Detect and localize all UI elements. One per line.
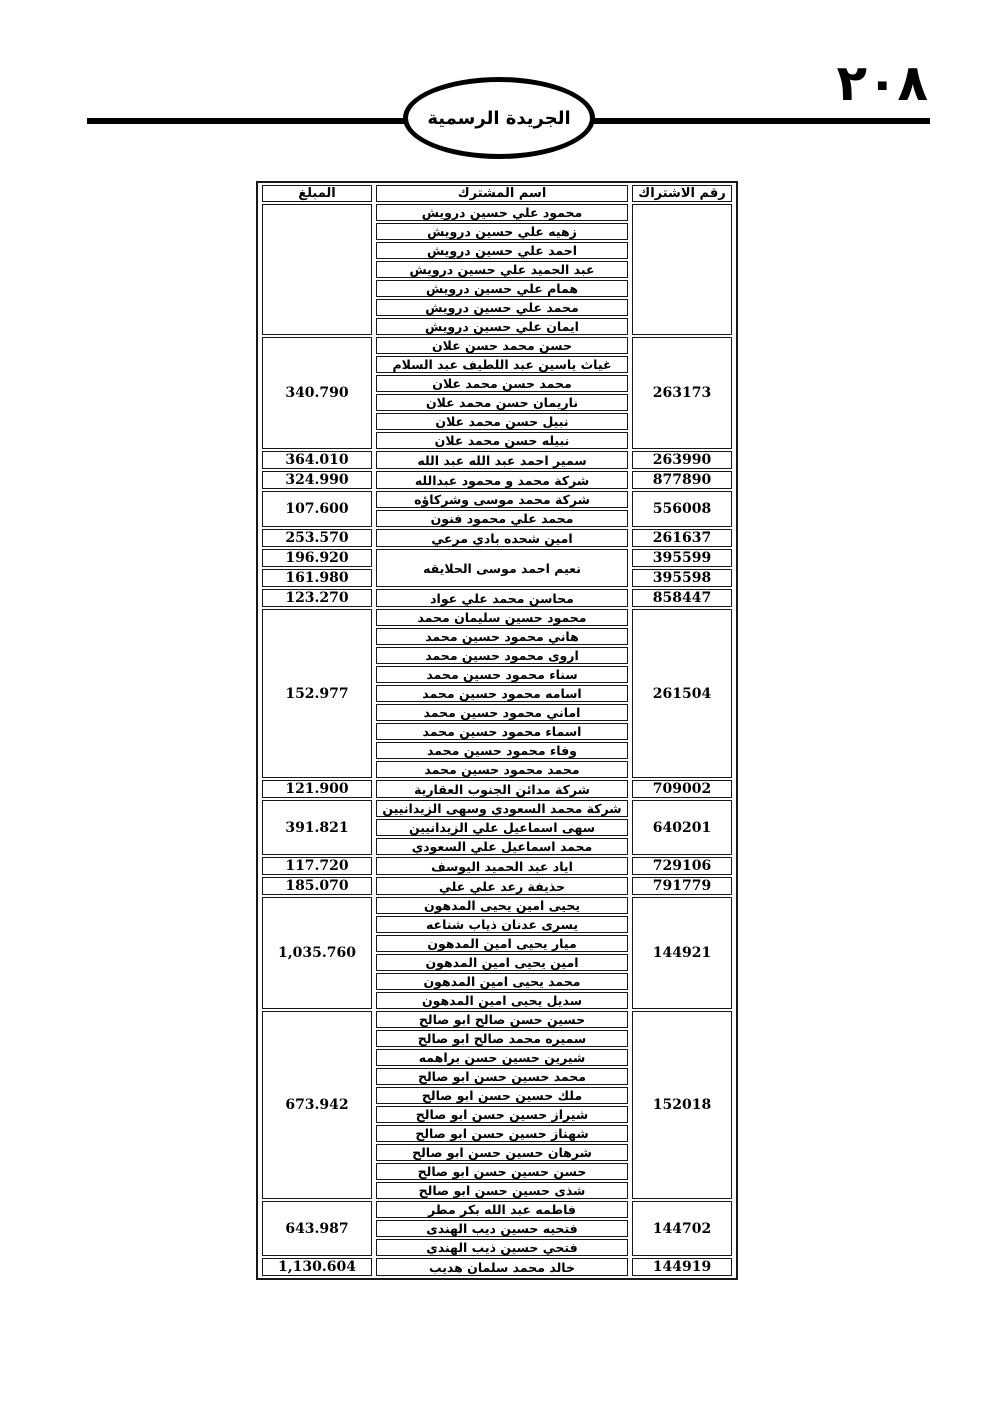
subscriber-name-cell: عبد الحميد علي حسين درويش [376,261,628,278]
subscriber-name-cell: غياث ياسين عبد اللطيف عبد السلام [376,356,628,373]
subscription-number-cell: 395599 [632,549,732,567]
amount-cell: 185.070 [262,877,372,895]
subscriber-name-cell: احمد علي حسين درويش [376,242,628,259]
subscriber-name-cell: وفاء محمود حسين محمد [376,742,628,759]
table-header-row [262,185,732,202]
subscriber-name-cell: شذى حسين حسن ابو صالح [376,1182,628,1199]
subscriber-name-cell: شركة محمد و محمود عبدالله [376,471,628,489]
subscriber-name-cell: يسرى عدنان ذياب شناعه [376,916,628,933]
subscription-number-cell: 877890 [632,471,732,489]
subscriber-name-cell: محمد يحيى امين المدهون [376,973,628,990]
table-row [262,1258,732,1276]
table-row [262,471,732,489]
subscriber-name-cell: حسين حسن صالح ابو صالح [376,1011,628,1028]
subscription-number-cell: 791779 [632,877,732,895]
subscription-number-cell: 144921 [632,897,732,1009]
amount-cell: 253.570 [262,529,372,547]
subscriber-name-cell: اسامه محمود حسين محمد [376,685,628,702]
table-row [262,549,732,567]
amount-cell: 152.977 [262,609,372,778]
subscriber-name-cell: امين يحيى امين المدهون [376,954,628,971]
subscriber-name-cell: اروى محمود حسين محمد [376,647,628,664]
subscriber-name-cell: ايمان علي حسين درويش [376,318,628,335]
subscriber-name-cell: شركة محمد السعودي وسهى الزيدانيين [376,800,628,817]
subscriber-name-cell: سمير احمد عبد الله عبد الله [376,451,628,469]
page-number: ٢٠٨ [836,54,928,112]
table-row [262,204,732,221]
amount-cell: 340.790 [262,337,372,449]
subscription-number-cell: 261637 [632,529,732,547]
amount-cell [262,204,372,335]
table-row [262,1011,732,1028]
subscription-number-cell: 261504 [632,609,732,778]
subscriber-name-cell: محمد علي محمود فنون [376,510,628,527]
amount-cell: 324.990 [262,471,372,489]
subscriber-name-cell: سهى اسماعيل علي الزيدانيين [376,819,628,836]
subscriber-name-cell: اماني محمود حسين محمد [376,704,628,721]
col-header-amount: المبلغ [262,185,372,202]
table-row [262,780,732,798]
subscriber-name-cell: نبيله حسن محمد علان [376,432,628,449]
table-row [262,451,732,469]
subscriber-name-cell: هاني محمود حسين محمد [376,628,628,645]
subscription-number-cell: 144702 [632,1201,732,1256]
col-header-subscription-number: رقم الاشتراك [632,185,732,202]
subscriber-name-cell: سناء محمود حسين محمد [376,666,628,683]
amount-cell: 121.900 [262,780,372,798]
subscription-number-cell [632,204,732,335]
subscription-number-cell: 263990 [632,451,732,469]
subscription-number-cell: 858447 [632,589,732,607]
table-row [262,589,732,607]
subscriber-name-cell: اسماء محمود حسين محمد [376,723,628,740]
subscriber-name-cell: حذيفة رعد علي علي [376,877,628,895]
amount-cell: 391.821 [262,800,372,855]
subscriber-name-cell: شرهان حسين حسن ابو صالح [376,1144,628,1161]
subscriber-name-cell: ملك حسين حسن ابو صالح [376,1087,628,1104]
subscription-number-cell: 709002 [632,780,732,798]
subscription-number-cell: 395598 [632,569,732,587]
subscription-number-cell: 729106 [632,857,732,875]
subscriber-name-cell: همام علي حسين درويش [376,280,628,297]
amount-cell: 123.270 [262,589,372,607]
subscriber-name-cell: فتحيه حسين ديب الهندى [376,1220,628,1237]
subscriber-name-cell: اياد عبد الحميد اليوسف [376,857,628,875]
subscriber-name-cell: زهيه علي حسين درويش [376,223,628,240]
banner-title: الجريدة الرسمية [427,107,571,129]
table-row [262,337,732,354]
subscriber-name-cell: خالد محمد سلمان هديب [376,1258,628,1276]
table-row [262,529,732,547]
amount-cell: 1,130.604 [262,1258,372,1276]
subscription-number-cell: 144919 [632,1258,732,1276]
table-row [262,897,732,914]
subscriber-name-cell: محمد حسن محمد علان [376,375,628,392]
subscriber-name-cell: شيرين حسين حسن براهمه [376,1049,628,1066]
subscriber-name-cell: محاسن محمد علي عواد [376,589,628,607]
table-row [262,877,732,895]
subscription-number-cell: 640201 [632,800,732,855]
amount-cell: 161.980 [262,569,372,587]
subscriber-name-cell: محمد علي حسين درويش [376,299,628,316]
subscriber-name-cell: يحيى امين يحيى المدهون [376,897,628,914]
subscriber-name-cell: ناريمان حسن محمد علان [376,394,628,411]
subscriber-name-cell: فتحي حسين ذيب الهندي [376,1239,628,1256]
subscriber-name-cell: حسن حسين حسن ابو صالح [376,1163,628,1180]
subscriber-name-cell: ميار يحيى امين المدهون [376,935,628,952]
amount-cell: 107.600 [262,491,372,527]
table-row [262,857,732,875]
subscriber-name-cell: فاطمه عبد الله بكر مطر [376,1201,628,1218]
col-header-subscriber-name: اسم المشترك [376,185,628,202]
subscriber-name-cell: نعيم احمد موسى الحلايقه [376,549,628,587]
table-row [262,800,732,817]
subscription-number-cell: 263173 [632,337,732,449]
subscriber-name-cell: محمود علي حسين درويش [376,204,628,221]
subscriber-name-cell: شركة محمد موسى وشركاؤه [376,491,628,508]
amount-cell: 1,035.760 [262,897,372,1009]
table-row [262,609,732,626]
subscriber-name-cell: شركة مدائن الجنوب العقارية [376,780,628,798]
subscriber-name-cell: سديل يحيى امين المدهون [376,992,628,1009]
subscriber-name-cell: شهناز حسين حسن ابو صالح [376,1125,628,1142]
amount-cell: 196.920 [262,549,372,567]
subscriber-name-cell: محمود حسين سليمان محمد [376,609,628,626]
subscribers-table [256,181,738,1280]
table-row [262,1201,732,1218]
amount-cell: 643.987 [262,1201,372,1256]
subscriber-name-cell: محمد اسماعيل علي السعودي [376,838,628,855]
subscriber-name-cell: محمد محمود حسين محمد [376,761,628,778]
amount-cell: 364.010 [262,451,372,469]
table-row [262,491,732,508]
subscriber-name-cell: محمد حسين حسن ابو صالح [376,1068,628,1085]
amount-cell: 673.942 [262,1011,372,1199]
gazette-banner-ellipse [403,77,595,159]
subscriber-name-cell: نبيل حسن محمد علان [376,413,628,430]
amount-cell: 117.720 [262,857,372,875]
subscription-number-cell: 152018 [632,1011,732,1199]
subscriber-name-cell: حسن محمد حسن علان [376,337,628,354]
subscriber-name-cell: شيراز حسين حسن ابو صالح [376,1106,628,1123]
subscriber-name-cell: امين شحده بادي مرعي [376,529,628,547]
subscription-number-cell: 556008 [632,491,732,527]
subscriber-name-cell: سميره محمد صالح ابو صالح [376,1030,628,1047]
